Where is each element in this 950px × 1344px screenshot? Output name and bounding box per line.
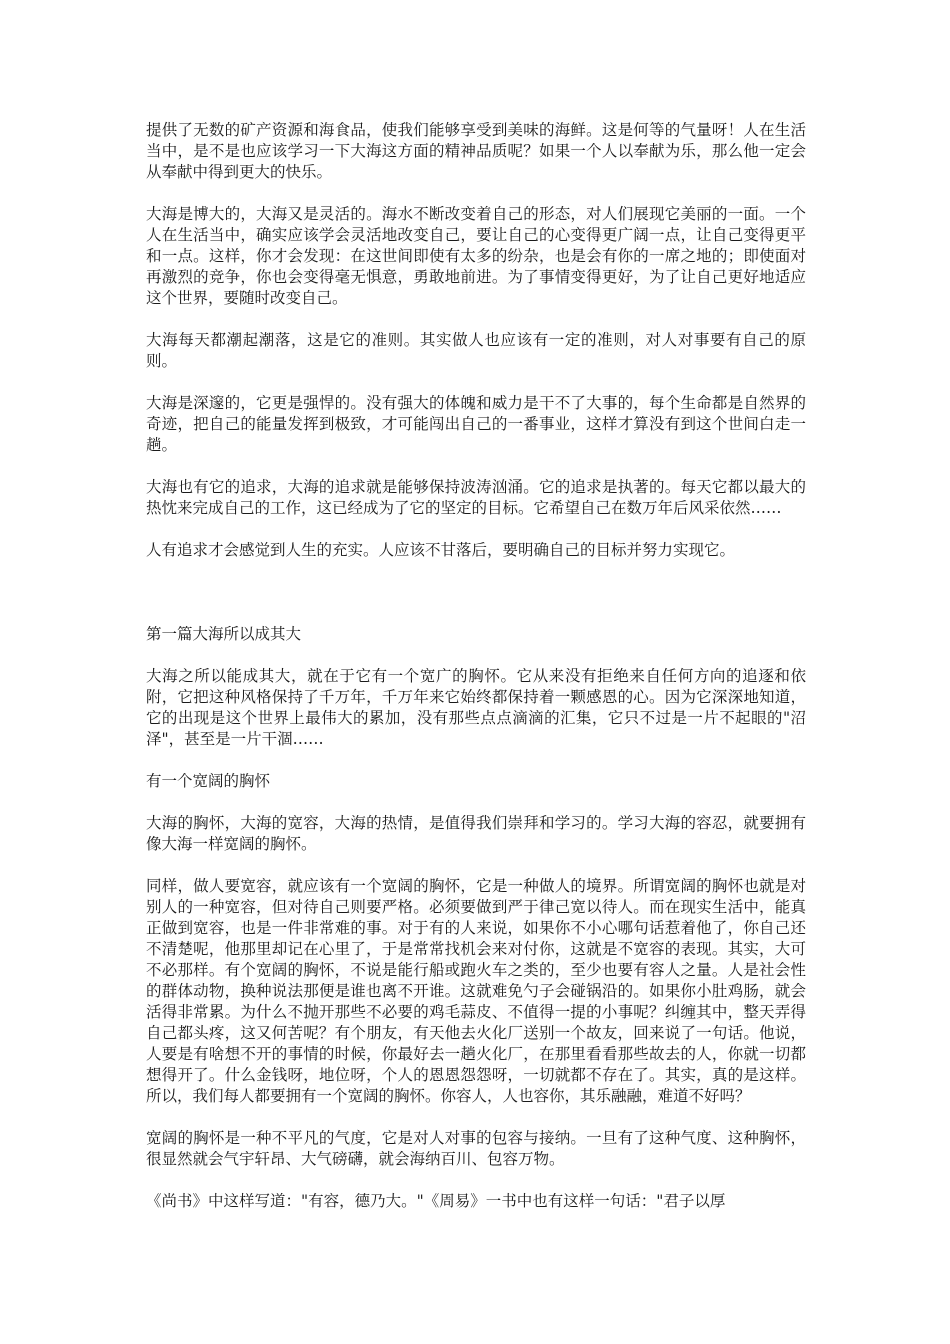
paragraph: 宽阔的胸怀是一种不平凡的气度，它是对人对事的包容与接纳。一旦有了这种气度、这种胸怀，很显然就会气宇轩昂、大气磅礴，就会海纳百川、包容万物。	[146, 1129, 806, 1168]
subheading: 有一个宽阔的胸怀	[146, 772, 271, 790]
paragraph: 人有追求才会感觉到人生的充实。人应该不甘落后，要明确自己的目标并努力实现它。	[146, 541, 736, 559]
paragraph: 《尚书》中这样写道："有容，德乃大。"《周易》一书中也有这样一句话："君子以厚	[146, 1192, 726, 1210]
section-title: 第一篇大海所以成其大	[146, 625, 302, 643]
paragraph: 大海是博大的，大海又是灵活的。海水不断改变着自己的形态，对人们展现它美丽的一面。一个人在生活当中，确实应该学会灵活地改变自己，要让自己的心变得更广阔一点，让自己变得更平和一点。这样，你才会发现：在这世间即使有太多的纷杂，也是会有你的一席之地的；即使面对再激烈的竞争，你也会变得毫无惧意，勇敢地前进。为了事情变得更好，为了让自己更好地适应这个世界，要随时改变自己。	[146, 205, 806, 307]
document-page	[146, 120, 806, 1233]
paragraph: 大海是深邃的，它更是强悍的。没有强大的体魄和威力是干不了大事的，每个生命都是自然界的奇迹，把自己的能量发挥到极致，才可能闯出自己的一番事业，这样才算没有到这个世间白走一趟。	[146, 394, 806, 454]
paragraph: 提供了无数的矿产资源和海食品，使我们能够享受到美味的海鲜。这是何等的气量呀！人在生活当中，是不是也应该学习一下大海这方面的精神品质呢？如果一个人以奉献为乐，那么他一定会从奉献中得到更大的快乐。	[146, 121, 806, 181]
section-gap	[146, 582, 806, 624]
paragraph: 大海也有它的追求，大海的追求就是能够保持波涛汹涌。它的追求是执著的。每天它都以最大的热忱来完成自己的工作，这已经成为了它的坚定的目标。它希望自己在数万年后风采依然……	[146, 478, 806, 517]
paragraph: 大海每天都潮起潮落，这是它的准则。其实做人也应该有一定的准则，对人对事要有自己的原则。	[146, 331, 806, 370]
paragraph: 大海的胸怀，大海的宽容，大海的热情，是值得我们崇拜和学习的。学习大海的容忍，就要拥有像大海一样宽阔的胸怀。	[146, 814, 806, 853]
paragraph: 同样，做人要宽容，就应该有一个宽阔的胸怀，它是一种做人的境界。所谓宽阔的胸怀也就是对别人的一种宽容，但对待自己则要严格。必须要做到严于律己宽以待人。而在现实生活中，能真正做到宽容，也是一件非常难的事。对于有的人来说，如果你不小心哪句话惹着他了，你自己还不清楚呢，他那里却记在心里了，于是常常找机会来对付你，这就是不宽容的表现。其实，大可不必那样。有个宽阔的胸怀，不说是能行船或跑火车之类的，至少也要有容人之量。人是社会性的群体动物，换种说法那便是谁也离不开谁。这就难免勺子会碰锅沿的。如果你小肚鸡肠，就会活得非常累。为什么不抛开那些不必要的鸡毛蒜皮、不值得一提的小事呢？纠缠其中，整天弄得自己都头疼，这又何苦呢？有个朋友，有天他去火化厂送别一个故友，回来说了一句话。他说，人要是有啥想不开的事情的时候，你最好去一趟火化厂，在那里看看那些故去的人，你就一切都想得开了。什么金钱呀，地位呀，个人的恩恩怨怨呀，一切就都不存在了。其实，真的是这样。所以，我们每人都要拥有一个宽阔的胸怀。你容人，人也容你，其乐融融，难道不好吗？	[146, 877, 806, 1105]
section-intro: 大海之所以能成其大，就在于它有一个宽广的胸怀。它从来没有拒绝来自任何方向的追逐和依附，它把这种风格保持了千万年，千万年来它始终都保持着一颗感恩的心。因为它深深地知道，它的出现是这个世界上最伟大的累加，没有那些点点滴滴的汇集，它只不过是一片不起眼的"沼泽"，甚至是一片干涸……	[146, 667, 806, 748]
